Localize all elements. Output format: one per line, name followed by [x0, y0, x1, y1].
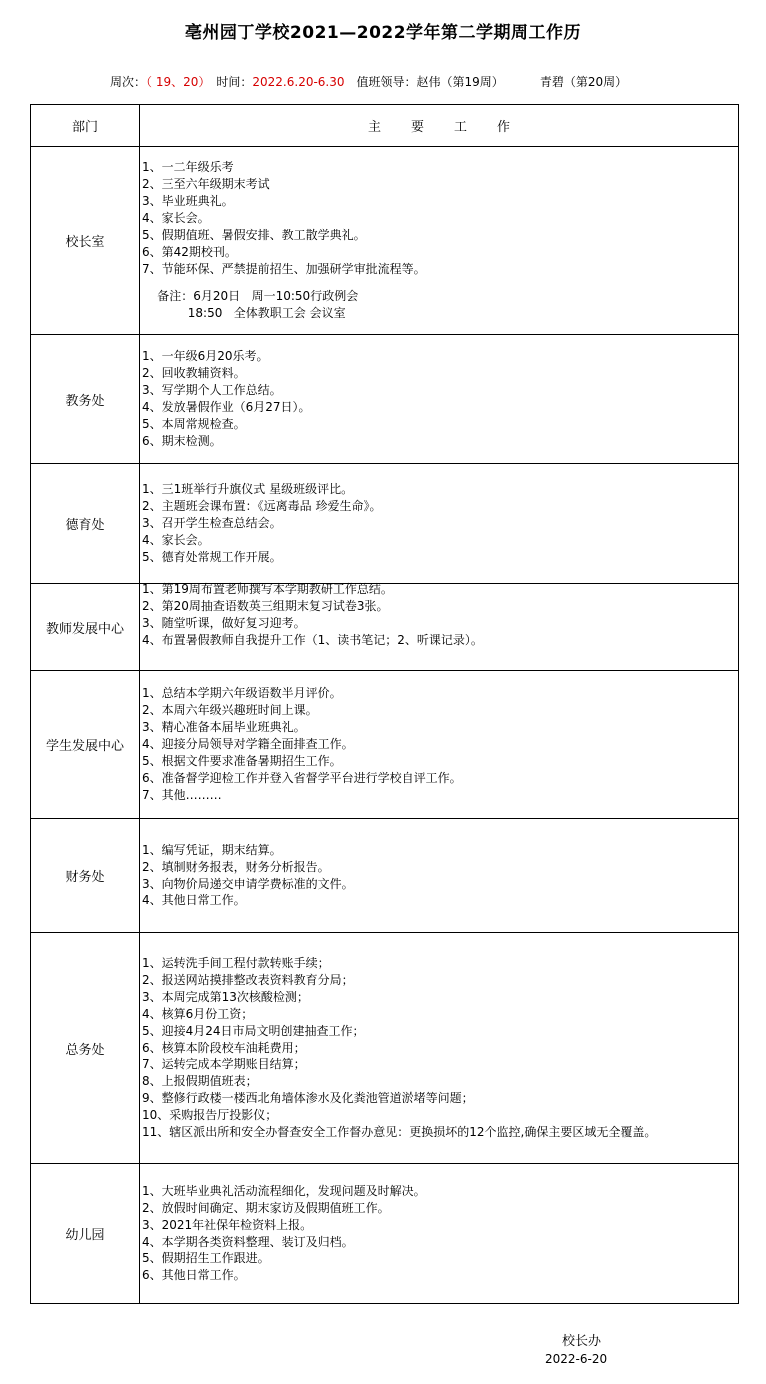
list-item: 1、大班毕业典礼活动流程细化，发现问题及时解决。	[142, 1183, 426, 1198]
list-item: 3、2021年社保年检资料上报。	[142, 1217, 313, 1232]
list-item: 10、采购报告厅投影仪；	[142, 1108, 278, 1123]
list-item: 3、随堂听课，做好复习迎考。	[142, 615, 306, 630]
list-item: 5、本周常规检查。	[142, 416, 246, 431]
duty-value-week20: 青碧（第20周）	[539, 75, 628, 89]
list-item: 2、本周六年级兴趣班时间上课。	[142, 703, 318, 718]
list-item: 5、德育处常规工作开展。	[142, 549, 282, 564]
list-item: 4、布置暑假教师自我提升工作（1、读书笔记；2、听课记录）。	[142, 632, 483, 647]
table-row	[31, 335, 739, 464]
work-cell	[140, 933, 739, 1164]
list-item: 7、其他………	[142, 787, 222, 802]
list-item: 5、迎接4月24日市局文明创建抽查工作；	[142, 1023, 365, 1038]
list-item: 7、节能环保、严禁提前招生、加强研学审批流程等。	[142, 261, 426, 276]
list-item: 5、假期招生工作跟进。	[142, 1251, 270, 1266]
table-row	[31, 819, 739, 933]
list-item: 6、其他日常工作。	[142, 1268, 246, 1283]
list-item: 11、辖区派出所和安全办督查安全工作督办意见：更换损坏的12个监控,确保主要区域无全覆盖。	[142, 1125, 657, 1140]
list-item: 1、总结本学期六年级语数半月评价。	[142, 686, 342, 701]
list-item: 2、填制财务报表，财务分析报告。	[142, 859, 330, 874]
list-item: 2、放假时间确定、期末家访及假期值班工作。	[142, 1200, 390, 1215]
dept-cell: 总务处	[31, 933, 140, 1164]
work-cell	[140, 335, 739, 464]
list-item: 1、运转洗手间工程付款转账手续；	[142, 956, 330, 971]
list-item: 4、发放暑假作业（6月27日）。	[142, 400, 311, 414]
list-item: 1、第19周布置老师撰写本学期教研工作总结。	[142, 582, 393, 596]
time-label: 时间：	[216, 75, 253, 89]
table-row	[31, 1164, 739, 1304]
list-item: 4、家长会。	[142, 532, 210, 547]
list-item: 2、报送网站摸排整改表资料教育分局；	[142, 972, 354, 987]
work-cell	[140, 671, 739, 819]
list-item: 5、假期值班、暑假安排、教工散学典礼。	[142, 228, 366, 243]
dept-cell: 财务处	[31, 819, 140, 933]
list-item: 4、家长会。	[142, 211, 210, 226]
dept-cell: 学生发展中心	[31, 671, 140, 819]
list-item: 6、准备督学迎检工作并登入省督学平台进行学校自评工作。	[142, 770, 462, 785]
work-cell	[140, 464, 739, 584]
table-row	[31, 147, 739, 335]
note-line: 备注：6月20日 周一10:50行政例会	[142, 288, 359, 303]
work-cell	[140, 584, 739, 671]
work-cell	[140, 819, 739, 933]
list-item: 6、核算本阶段校车油耗费用；	[142, 1040, 306, 1055]
list-item: 4、核算6月份工资；	[142, 1006, 254, 1021]
list-item: 2、第20周抽查语数英三组期末复习试卷3张。	[142, 598, 389, 613]
list-item: 1、一年级6月20乐考。	[142, 349, 269, 364]
list-item: 8、上报假期值班表；	[142, 1074, 258, 1089]
work-cell	[140, 1164, 739, 1304]
list-item: 1、一二年级乐考	[142, 160, 234, 175]
dept-cell: 幼儿园	[31, 1164, 140, 1304]
footer-date: 2022-6-20	[545, 1352, 608, 1366]
list-item: 5、根据文件要求准备暑期招生工作。	[142, 753, 342, 768]
list-item: 1、三1班举行升旗仪式 星级班级评比。	[142, 482, 354, 497]
header-dept: 部门	[31, 105, 140, 147]
list-item: 7、运转完成本学期账目结算；	[142, 1057, 306, 1072]
list-item: 2、三至六年级期末考试	[142, 177, 270, 192]
dept-cell: 教务处	[31, 335, 140, 464]
note-block	[142, 288, 738, 322]
dept-cell: 校长室	[31, 147, 140, 335]
list-item: 4、本学期各类资料整理、装订及归档。	[142, 1234, 354, 1249]
table-row	[31, 671, 739, 819]
table-header-row	[31, 105, 739, 147]
duty-value-week19: 赵伟（第19周）	[416, 75, 504, 89]
list-item: 3、召开学生检查总结会。	[142, 516, 282, 531]
list-item: 6、第42期校刊。	[142, 244, 237, 259]
list-item: 3、精心准备本届毕业班典礼。	[142, 720, 306, 735]
header-work: 主要工作	[140, 105, 739, 147]
list-item: 4、迎接分局领导对学籍全面排查工作。	[142, 737, 354, 752]
week-label: 周次：	[110, 75, 147, 89]
table-row	[31, 933, 739, 1164]
footer-office: 校长办	[562, 1334, 602, 1349]
time-value: 2022.6.20-6.30	[252, 75, 345, 89]
dept-cell: 教师发展中心	[31, 584, 140, 671]
duty-label: 值班领导：	[356, 75, 417, 89]
list-item: 4、其他日常工作。	[142, 893, 246, 908]
list-item: 3、向物价局递交申请学费标准的文件。	[142, 876, 354, 891]
list-item: 9、整修行政楼一楼西北角墙体渗水及化粪池管道淤堵等问题；	[142, 1091, 474, 1106]
table-row	[31, 464, 739, 584]
work-calendar-table	[30, 104, 739, 1304]
page-title: 亳州园丁学校2021—2022学年第二学期周工作历	[184, 23, 582, 43]
list-item: 6、期末检测。	[142, 433, 222, 448]
list-item: 3、本周完成第13次核酸检测；	[142, 989, 309, 1004]
list-item: 2、主题班会课布置：《远离毒品 珍爱生命》。	[142, 499, 382, 514]
note-line: 18:50 全体教职工会 会议室	[142, 305, 346, 320]
meta-line	[110, 73, 627, 90]
week-value: （ 19、20）	[146, 75, 211, 89]
list-item: 3、毕业班典礼。	[142, 194, 234, 209]
dept-cell: 德育处	[31, 464, 140, 584]
list-item: 3、写学期个人工作总结。	[142, 383, 282, 398]
list-item: 2、回收教辅资料。	[142, 366, 246, 381]
table-row	[31, 584, 739, 671]
list-item: 1、编写凭证，期末结算。	[142, 842, 282, 857]
work-cell	[140, 147, 739, 335]
